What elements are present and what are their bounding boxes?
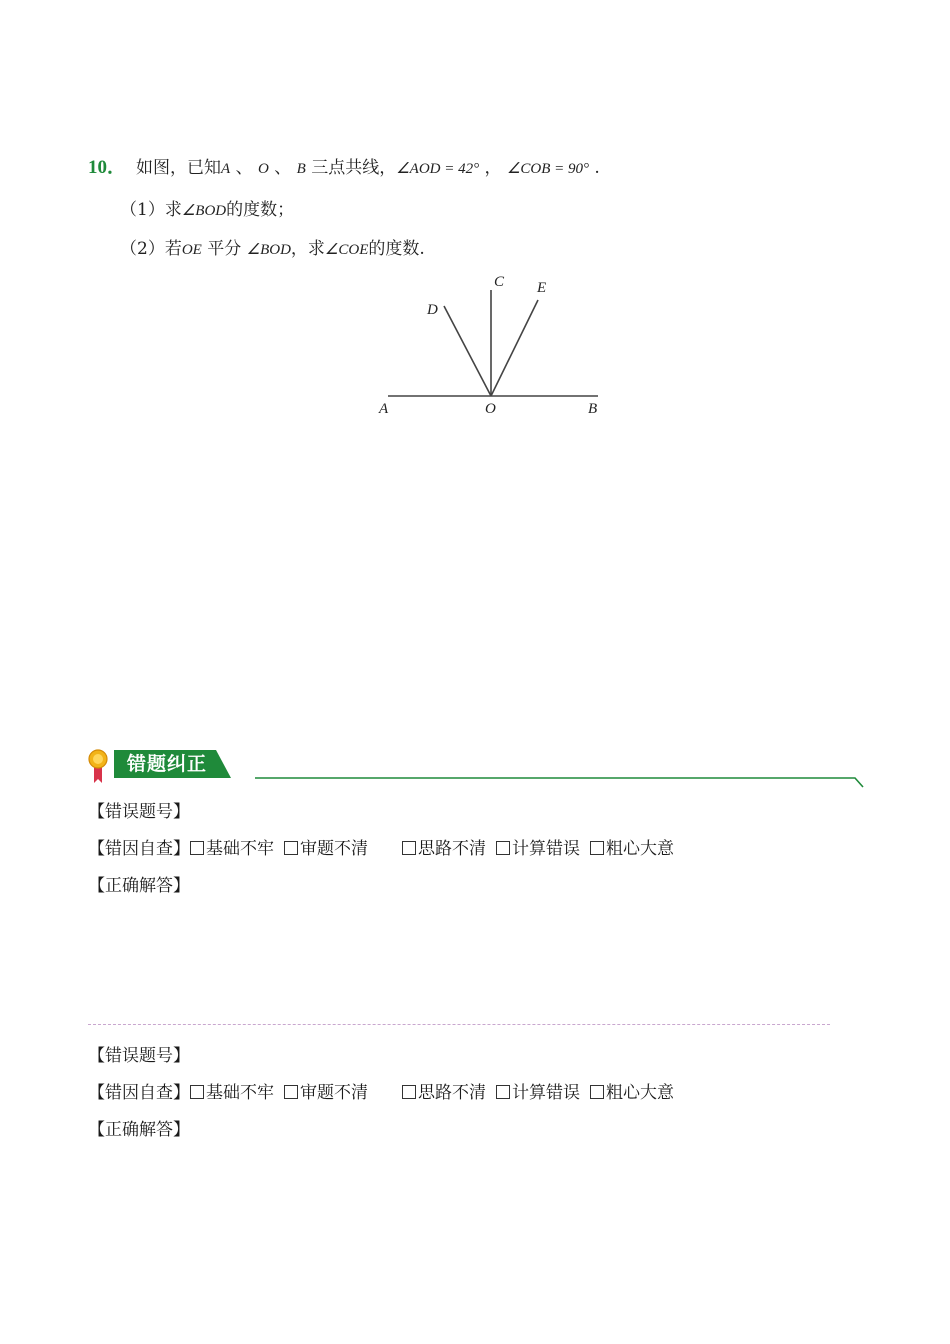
option-careless[interactable]: 粗心大意 [590,835,674,863]
label-o: O [485,401,496,417]
checkbox[interactable] [496,841,510,855]
question-intro-tail: 三点共线， [305,158,397,178]
option-approach[interactable]: 思路不清 [402,835,486,863]
option-calculation[interactable]: 计算错误 [496,1079,580,1107]
wrong-number-label: 【错误题号】 [88,1046,190,1066]
angle-coe: ∠COE [324,242,369,258]
option-basics[interactable]: 基础不牢 [190,835,274,863]
ray-oe: OE [181,242,202,258]
answer-label: 【正确解答】 [88,1120,190,1140]
label-e: E [537,280,547,296]
checkbox[interactable] [402,1085,416,1099]
correction-block [88,1042,684,1153]
question-number: 10． [88,157,127,178]
angle-bod: ∠BOD [181,203,227,219]
question-end: . [589,158,600,178]
correction-block [88,798,684,909]
condition-aod: ∠AOD = 42° [396,161,480,177]
point-a: A [221,161,231,177]
cause-label: 【错因自查】 [88,839,190,859]
section-title: 错题纠正 [127,753,208,775]
condition-cob: ∠COB = 90° [506,161,590,177]
answer-row [88,1116,684,1153]
separator: 、 [230,158,258,178]
medal-icon [89,750,107,783]
point-o: O [258,161,269,177]
checkbox[interactable] [190,841,204,855]
ray-od [444,306,491,396]
wrong-number-label: 【错误题号】 [88,802,190,822]
checkbox[interactable] [190,1085,204,1099]
label-c: C [494,274,505,290]
sub-question-1 [120,197,294,224]
checkbox[interactable] [402,841,416,855]
label-d: D [427,302,438,318]
option-reading[interactable]: 审题不清 [284,1079,368,1107]
checkbox[interactable] [284,1085,298,1099]
geometry-figure [370,265,610,425]
answer-label: 【正确解答】 [88,876,190,896]
separator: ， [479,158,507,178]
cause-label: 【错因自查】 [88,1083,190,1103]
checkbox[interactable] [496,1085,510,1099]
option-careless[interactable]: 粗心大意 [590,1079,674,1107]
question-intro: 如图，已知 [136,158,222,178]
banner-underline [255,778,863,787]
option-approach[interactable]: 思路不清 [402,1079,486,1107]
label-a: A [379,401,389,417]
option-calculation[interactable]: 计算错误 [496,835,580,863]
sub-question-mid: 平分 [207,239,242,259]
label-b: B [588,401,598,417]
wrong-number-row [88,798,684,835]
sub-question-mid2: ，求 [290,239,325,259]
cause-row [88,1079,684,1116]
checkbox[interactable] [284,841,298,855]
cause-row [88,835,684,872]
point-b: B [296,161,306,177]
sub-question-label: （2）若 [120,239,182,259]
sub-question-tail: 的度数. [368,239,425,259]
question-stem [88,155,600,182]
option-basics[interactable]: 基础不牢 [190,1079,274,1107]
sub-question-tail: 的度数； [226,200,295,220]
checkbox[interactable] [590,1085,604,1099]
block-divider [88,1024,830,1025]
option-reading[interactable]: 审题不清 [284,835,368,863]
sub-question-2 [120,236,425,263]
angle-bod: ∠BOD [246,242,291,258]
wrong-number-row [88,1042,684,1079]
checkbox[interactable] [590,841,604,855]
ray-oe [491,300,538,396]
separator: 、 [268,158,297,178]
answer-row [88,872,684,909]
sub-question-label: （1）求 [120,200,182,220]
